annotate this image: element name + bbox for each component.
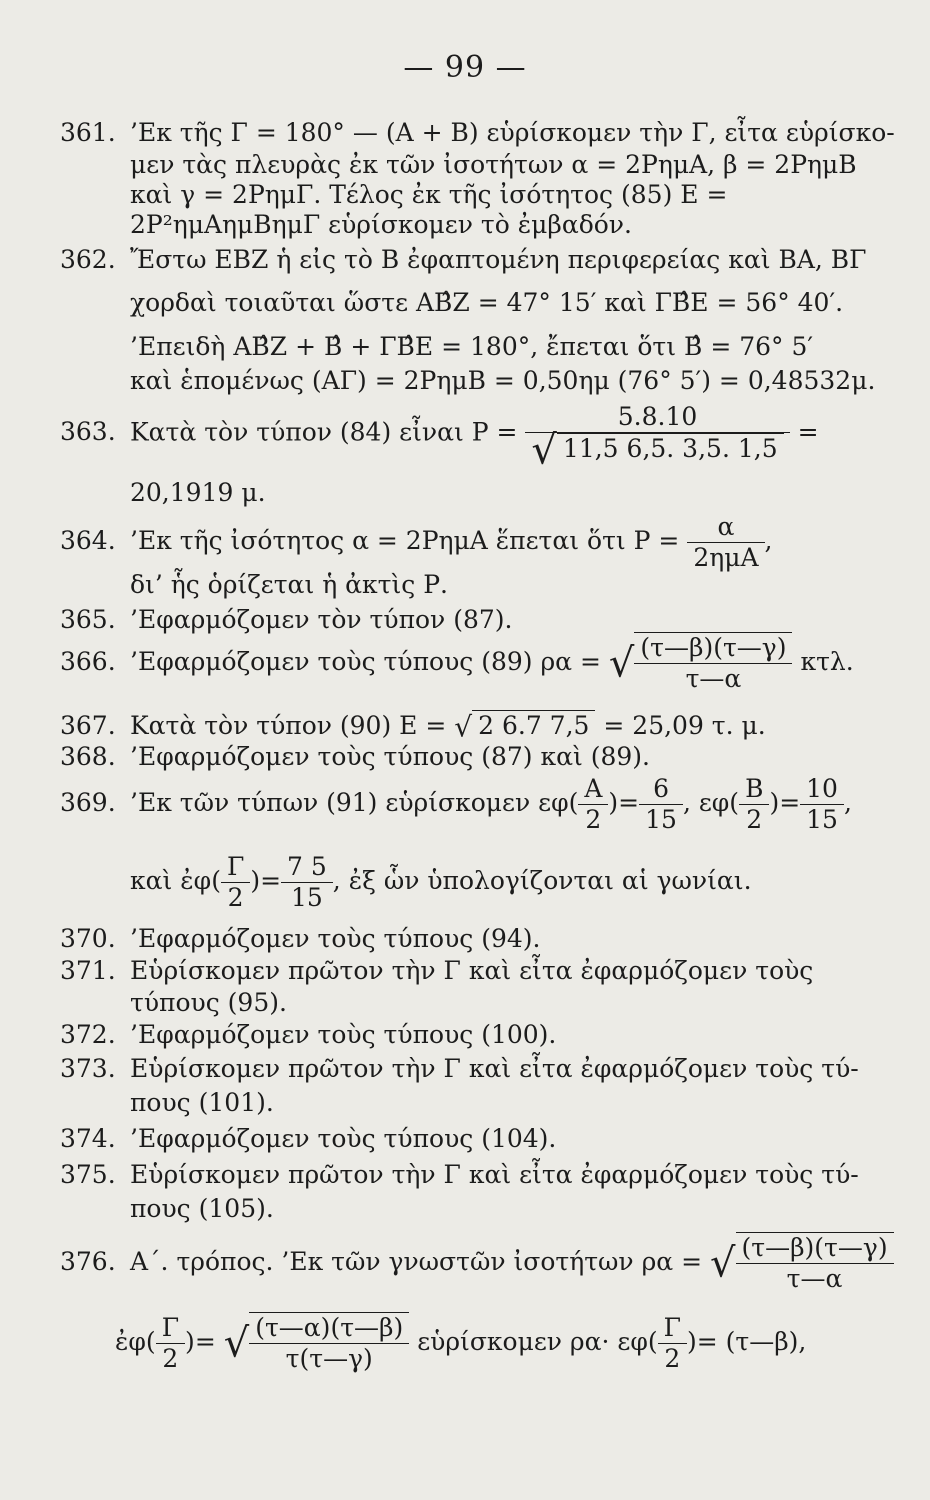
numerator: (τ—α)(τ—β) <box>249 1313 409 1344</box>
radical-sign: √ <box>710 1240 736 1287</box>
problem-number: 365. <box>60 605 116 634</box>
problem-361-line-4: 2Ρ²ημΑημΒημΓ εὑρίσκομεν τὸ ἐμβαδόν. <box>130 210 632 239</box>
fraction <box>525 402 789 474</box>
problem-text: εὑρίσκομεν ρα· εφ <box>417 1327 648 1356</box>
numerator: Β <box>739 774 769 805</box>
problem-367 <box>60 710 850 743</box>
problem-362-line-1 <box>60 245 867 275</box>
problem-373-line-1 <box>60 1054 859 1084</box>
problem-text: Κατὰ τὸν τύπον (90) Ε = <box>130 711 447 740</box>
problem-361-line-1 <box>60 118 895 148</box>
problem-number: 368. <box>60 742 116 771</box>
problem-tail: κτλ. <box>800 647 854 676</box>
problem-text: καὶ ἐφ <box>130 866 212 895</box>
fraction <box>634 633 792 694</box>
problem-375-line-2: πους (105). <box>130 1194 274 1223</box>
problem-371-line-1 <box>60 956 850 986</box>
problem-text: ’Εφαρμόζομεν τοὺς τύπους (89) ρα = <box>130 647 601 676</box>
problem-369-line-2: καὶ ἐφ( $\frac{\Gamma}{2}$ )= $\frac{7 5}{15}$ , ἐξ ὧν ὑπολογίζονται αἱ γωνίαι. <box>130 852 752 912</box>
denominator: 15 <box>806 805 838 834</box>
problem-369-formula: 369. ’Εκ τῶν τύπων (91) εὑρίσκομεν εφ( $\frac{A}{2}$ )= $\frac{6}{15}$ , εφ( $\frac{B}{2}$ )= $\frac{10}{15}$ , <box>60 774 852 834</box>
fraction <box>736 1233 894 1294</box>
equals-sign: = <box>260 866 282 895</box>
problem-number: 361. <box>60 118 116 147</box>
numerator: α <box>687 512 764 543</box>
comma: , <box>764 526 773 555</box>
denominator: 2ημΑ <box>693 543 759 572</box>
problem-number: 369. <box>60 788 116 817</box>
problem-366-formula <box>60 632 854 694</box>
problem-text: Κατὰ τὸν τύπον (84) εἶναι Ρ = <box>130 417 518 447</box>
numerator: 10 <box>800 774 844 805</box>
equals-sign: = <box>194 1327 216 1356</box>
problem-364-formula <box>60 512 772 573</box>
problem-number: 375. <box>60 1160 116 1189</box>
problem-number: 363. <box>60 417 116 447</box>
half-angle-g <box>156 1313 185 1374</box>
numerator: Γ <box>156 1313 185 1344</box>
result: = (τ—β), <box>696 1327 807 1356</box>
equals-sign: = <box>618 788 640 817</box>
half-angle-b <box>739 774 769 835</box>
problem-376-formula <box>60 1232 894 1294</box>
problem-number: 374. <box>60 1124 116 1153</box>
problem-362-line-4: καὶ ἑπομένως (ΑΓ) = 2ΡημΒ = 0,50ημ (76° 5′) = 0,48532μ. <box>130 366 876 395</box>
numerator: Γ <box>221 852 250 883</box>
result: = 25,09 τ. μ. <box>603 711 766 740</box>
value-g <box>281 852 333 913</box>
page-number: — 99 — <box>403 50 527 85</box>
denominator: τ—α <box>685 664 742 693</box>
problem-368 <box>60 742 850 772</box>
problem-text: , ἐξ ὧν ὑπολογίζονται αἱ γωνίαι. <box>332 866 752 895</box>
problem-text: Εὑρίσκομεν πρῶτον τὴν Γ καὶ εἶτα ἐφαρμόζομεν τοὺς <box>130 956 814 985</box>
denominator: 2 <box>664 1344 681 1373</box>
numerator: 5.8.10 <box>525 402 789 433</box>
radical-sign: √ <box>608 640 635 687</box>
problem-372 <box>60 1020 850 1050</box>
problem-text: ’Εφαρμόζομεν τοὺς τύπους (104). <box>130 1124 557 1153</box>
problem-text: Εὑρίσκομεν πρῶτον τὴν Γ καὶ εἶτα ἐφαρμόζομεν τοὺς τύ- <box>130 1054 859 1083</box>
problem-text: ’Εκ τῆς Γ = 180° — (Α + Β) εὑρίσκομεν τὴν Γ, εἶτα εὑρίσκο- <box>130 118 895 147</box>
problem-text: Α΄. τρόπος. ’Εκ τῶν γνωστῶν ἰσοτήτων ρα = <box>130 1247 703 1276</box>
problem-text: ’Εφαρμόζομεν τοὺς τύπους (87) καὶ (89). <box>130 742 650 771</box>
radicand: 11,5 6,5. 3,5. 1,5 <box>557 433 784 464</box>
problem-text: Ἔστω ΕΒΖ ἡ εἰς τὸ Β ἐφαπτομένη περιφερείας καὶ ΒΑ, ΒΓ <box>130 245 867 274</box>
problem-text: ’Εφαρμόζομεν τοὺς τύπους (94). <box>130 924 541 953</box>
separator: , εφ <box>682 788 730 817</box>
comma: , <box>843 788 852 817</box>
problem-number: 372. <box>60 1020 116 1049</box>
problem-363-result: 20,1919 μ. <box>130 478 266 507</box>
fraction <box>687 512 764 573</box>
denominator: τ(τ—γ) <box>285 1344 373 1373</box>
problem-365 <box>60 605 850 635</box>
problem-number: 373. <box>60 1054 116 1083</box>
problem-number: 362. <box>60 245 116 274</box>
radicand <box>634 632 792 694</box>
radicand: 2 6.7 7,5 <box>472 710 595 741</box>
denominator: 15 <box>645 805 677 834</box>
radicand <box>249 1312 409 1374</box>
problem-text: ’Εκ τῶν τύπων (91) εὑρίσκομεν εφ <box>130 788 569 817</box>
denominator: 2 <box>585 805 602 834</box>
problem-374 <box>60 1124 850 1154</box>
problem-number: 370. <box>60 924 116 953</box>
numerator: 6 <box>639 774 683 805</box>
problem-362-line-2: χορδαὶ τοιαῦται ὥστε ΑΒ̂Ζ = 47° 15′ καὶ ΓΒ̂Ε = 56° 40′. <box>130 288 844 317</box>
problem-number: 366. <box>60 647 116 676</box>
denominator: τ—α <box>786 1264 843 1293</box>
numerator: (τ—β)(τ—γ) <box>634 633 792 664</box>
numerator: Α <box>578 774 608 805</box>
half-angle-g2 <box>658 1313 687 1374</box>
denominator: 2 <box>227 883 244 912</box>
problem-text: ’Εκ τῆς ἰσότητος α = 2ΡημΑ ἕπεται ὅτι Ρ = <box>130 526 680 555</box>
problem-text: Εὑρίσκομεν πρῶτον τὴν Γ καὶ εἶτα ἐφαρμόζομεν τοὺς τύ- <box>130 1160 859 1189</box>
problem-375-line-1 <box>60 1160 859 1190</box>
problem-363-formula <box>60 402 819 474</box>
problem-text: ’Εφαρμόζομεν τοὺς τύπους (100). <box>130 1020 557 1049</box>
problem-371-line-2: τύπους (95). <box>130 988 287 1017</box>
problem-number: 367. <box>60 711 116 740</box>
denominator: 2 <box>162 1344 179 1373</box>
half-angle-a <box>578 774 608 835</box>
problem-number: 364. <box>60 526 116 555</box>
numerator: 7 5 <box>281 852 333 883</box>
denominator: 2 <box>746 805 763 834</box>
problem-370 <box>60 924 850 954</box>
problem-373-line-2: πους (101). <box>130 1088 274 1117</box>
denominator: 15 <box>291 883 323 912</box>
equals-sign: = <box>797 417 819 447</box>
problem-number: 376. <box>60 1247 116 1276</box>
radicand <box>736 1232 894 1294</box>
numerator: (τ—β)(τ—γ) <box>736 1233 894 1264</box>
problem-361-line-2: μεν τὰς πλευρὰς ἐκ τῶν ἰσοτήτων α = 2ΡημΑ, β = 2ΡημΒ <box>130 150 857 179</box>
problem-362-line-3: ’Επειδὴ ΑΒ̂Ζ + Β̂ + ΓΒ̂Ε = 180°, ἔπεται ὅτι Β̂ = 76° 5′ <box>130 332 814 361</box>
fraction <box>249 1313 409 1374</box>
denominator: √ 11,5 6,5. 3,5. 1,5 <box>525 433 789 466</box>
radical-sign: √ <box>223 1320 250 1367</box>
value-a <box>639 774 683 835</box>
numerator: Γ <box>658 1313 687 1344</box>
half-angle-g <box>221 852 250 913</box>
radical-sign: √ <box>454 710 473 744</box>
problem-text: ’Εφαρμόζομεν τὸν τύπον (87). <box>130 605 513 634</box>
problem-364-line-2: δι’ ἧς ὁρίζεται ἡ ἀκτὶς Ρ. <box>130 570 448 599</box>
problem-number: 371. <box>60 956 116 985</box>
value-b <box>800 774 844 835</box>
equals-sign: = <box>779 788 801 817</box>
problem-text: ἐφ <box>115 1327 146 1356</box>
problem-376-line-2: ἐφ( $\frac{\Gamma}{2}$ )= √ $\frac{(\tau—\alpha)(\tau—\beta)}{\tau(\tau—\gamma)}$ εὑρίσκομεν ρα· εφ( $\frac{\Gamma}{2}$ )= (τ—β), <box>115 1313 807 1373</box>
problem-361-line-3: καὶ γ = 2ΡημΓ. Τέλος ἐκ τῆς ἰσότητος (85) Ε = <box>130 180 728 209</box>
